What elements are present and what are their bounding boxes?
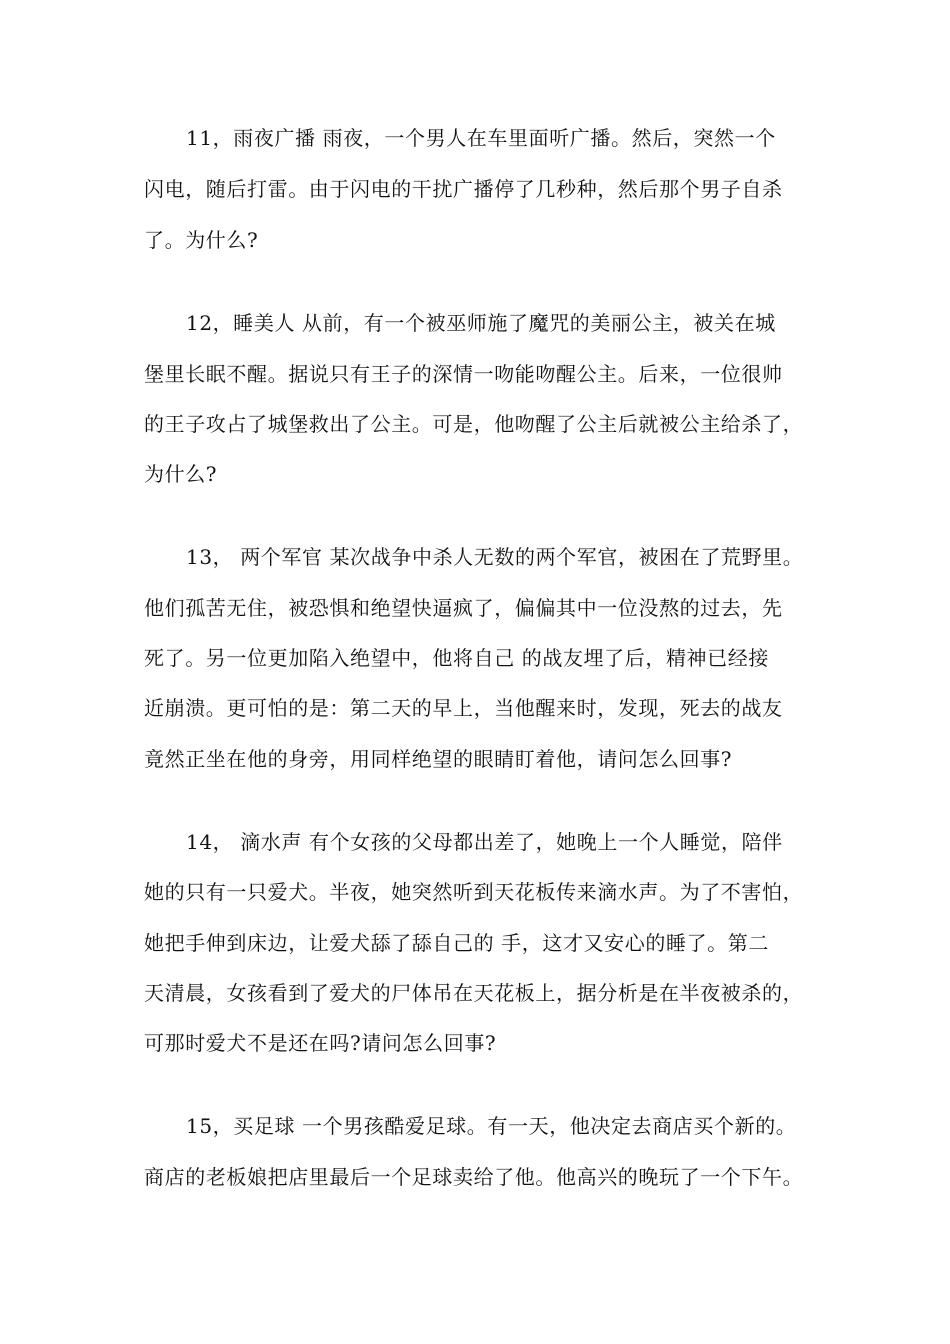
paragraph-12-line-4: 为什么? (144, 462, 218, 486)
paragraph-15-line-2: 商店的老板娘把店里最后一个足球卖给了他。他高兴的晚玩了一个下午。 (144, 1165, 804, 1189)
paragraph-12-line-2: 堡里长眠不醒。据说只有王子的深情一吻能吻醒公主。后来，一位很帅 (144, 362, 783, 386)
paragraph-14-line-5: 可那时爱犬不是还在吗?请问怎么回事? (144, 1031, 497, 1055)
paragraph-13-line-4: 近崩溃。更可怕的是：第二天的早上，当他醒来时，发现，死去的战友 (144, 696, 783, 720)
paragraph-12-line-1: 12，睡美人 从前，有一个被巫师施了魔咒的美丽公主，被关在城 (186, 311, 776, 335)
paragraph-14-line-3: 她把手伸到床边，让爱犬舔了舔自己的 手，这才又安心的睡了。第二 (144, 931, 769, 955)
paragraph-13-line-5: 竟然正坐在他的身旁，用同样绝望的眼睛盯着他，请问怎么回事? (144, 747, 733, 771)
paragraph-13-line-1: 13， 两个军官 某次战争中杀人无数的两个军官，被困在了荒野里。 (186, 545, 804, 569)
paragraph-13-line-3: 死了。另一位更加陷入绝望中，他将自己 的战友埋了后，精神已经接 (144, 646, 769, 670)
paragraph-12-line-3: 的王子攻占了城堡救出了公主。可是，他吻醒了公主后就被公主给杀了， (144, 412, 804, 436)
paragraph-15-line-1: 15，买足球 一个男孩酷爱足球。有一天，他决定去商店买个新的。 (186, 1114, 797, 1138)
paragraph-14-line-2: 她的只有一只爱犬。半夜，她突然听到天花板传来滴水声。为了不害怕， (144, 880, 804, 904)
paragraph-13-line-2: 他们孤苦无住，被恐惧和绝望快逼疯了，偏偏其中一位没熬的过去，先 (144, 596, 783, 620)
paragraph-14-line-1: 14， 滴水声 有个女孩的父母都出差了，她晚上一个人睡觉，陪伴 (186, 830, 783, 854)
paragraph-14-line-4: 天清晨，女孩看到了爱犬的尸体吊在天花板上，据分析是在半夜被杀的， (144, 981, 804, 1005)
paragraph-11-line-2: 闪电，随后打雷。由于闪电的干扰广播停了几秒种，然后那个男子自杀 (144, 177, 783, 201)
paragraph-11-line-1: 11，雨夜广播 雨夜，一个男人在车里面听广播。然后，突然一个 (186, 126, 776, 150)
paragraph-11-line-3: 了。为什么? (144, 228, 259, 252)
